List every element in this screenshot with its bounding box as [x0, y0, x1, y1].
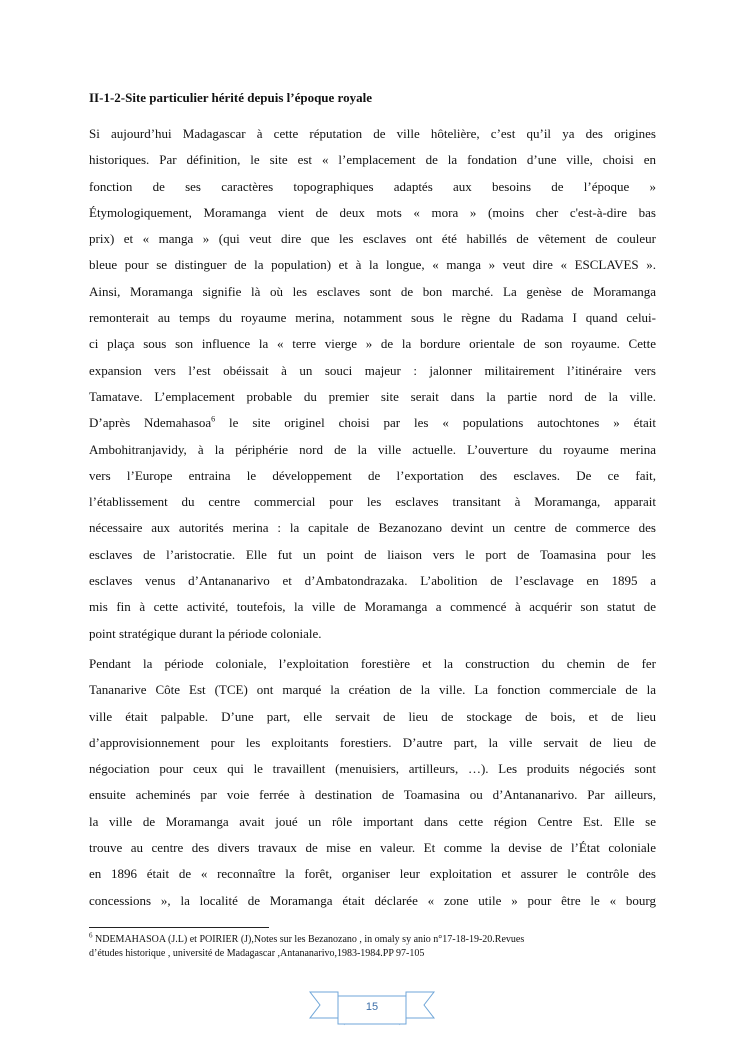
footnote-line-2: d’études historique , université de Madagascar ,Antananarivo,1983-1984.PP 97-105	[89, 948, 425, 959]
text-line: d’approvisionnement pour les exploitants forestiers. D’autre part, la ville servait de lieu de	[89, 734, 656, 750]
text-line: fonction de ses caractères topographiques adaptés aux besoins de l’époque »	[89, 178, 656, 194]
text-line: remonterait au temps du royaume merina, notamment sous le règne du Radama I quand celui-	[89, 310, 656, 326]
text-line: nécessaire aux autorités merina : la capitale de Bezanozano devint un centre de commerce des	[89, 520, 656, 536]
text-line: historiques. Par définition, le site est « l’emplacement de la fondation d’une ville, choisi en	[89, 152, 656, 168]
footnote-number: 6	[89, 931, 93, 940]
footnote-line-1: NDEMAHASOA (J.L) et POIRIER (J),Notes sur les Bezanozano , in omaly sy anio n°17-18-19-20.Revues	[92, 934, 525, 945]
text-line: esclaves venus d’Antananarivo et d’Ambatondrazaka. L’abolition de l’esclavage en 1895 a	[89, 573, 656, 589]
text-line: concessions », la localité de Moramanga était déclarée « zone utile » pour être le « bourg	[89, 892, 656, 908]
text-line: vers l’Europe entraina le développement de l’exportation des esclaves. De ce fait,	[89, 467, 656, 483]
text-line: Tananarive Côte Est (TCE) ont marqué la création de la ville. La fonction commerciale de la	[89, 682, 656, 698]
text-line: bleue pour se distinguer de la population) et à la longue, « manga » veut dire « ESCLAVES ».	[89, 257, 656, 273]
text-line: ville était palpable. D’une part, elle servait de lieu de stockage de bois, et de lieu	[89, 708, 656, 724]
text-line: Ainsi, Moramanga signifie là où les esclaves sont de bon marché. La genèse de Moramanga	[89, 283, 656, 299]
text-line-with-footnote-ref	[89, 410, 656, 436]
text-line: ensuite acheminés par voie ferrée à destination de Toamasina ou d’Antananarivo. Par ailleurs,	[89, 787, 656, 803]
text-line: point stratégique durant la période coloniale.	[89, 625, 322, 641]
paragraph-1	[89, 121, 656, 647]
page-number-ribbon	[308, 988, 436, 1028]
text-line: négociation pour ceux qui le travaillent (menuisiers, artilleurs, …). Les produits négociés sont	[89, 761, 656, 777]
text-line: mis fin à cette activité, toutefois, la ville de Moramanga a commencé à acquérir son statut de	[89, 599, 656, 615]
text-line: l’établissement du centre commercial pour les esclaves transitant à Moramanga, apparait	[89, 494, 656, 510]
footnote-reference: 6	[211, 414, 216, 424]
footnote-separator	[89, 927, 269, 928]
text-line: ci plaça sous son influence la « terre vierge » de la bordure orientale de son royaume. Cette	[89, 336, 656, 352]
text-fragment: D’après Ndemahasoa	[89, 415, 212, 431]
text-line: Étymologiquement, Moramanga vient de deux mots « mora » (moins cher c'est-à-dire bas	[89, 204, 656, 220]
text-line: trouve au centre des divers travaux de mise en valeur. Et comme la devise de l’État coloniale	[89, 840, 656, 856]
text-line: Tamatave. L’emplacement probable du premier site serait dans la partie nord de la ville.	[89, 388, 656, 404]
text-fragment: le site originel choisi par les « populations autochtones » était	[215, 415, 656, 431]
footnote	[89, 933, 659, 961]
text-line: Ambohitranjavidy, à la périphérie nord de la ville actuelle. L’ouverture du royaume merina	[89, 441, 656, 457]
text-line: esclaves de l’aristocratie. Elle fut un point de liaison vers le port de Toamasina pour les	[89, 546, 656, 562]
text-line: prix) et « manga » (qui veut dire que les esclaves ont été habillés de vêtement de couleur	[89, 231, 656, 247]
text-line: la ville de Moramanga avait joué un rôle important dans cette région Centre Est. Elle se	[89, 813, 656, 829]
text-line: Pendant la période coloniale, l’exploitation forestière et la construction du chemin de fer	[89, 656, 656, 671]
section-heading: II-1-2-Site particulier hérité depuis l’époque royale	[89, 90, 372, 105]
text-line: en 1896 était de « reconnaître la forêt, organiser leur exploitation et assurer le contrôle des	[89, 866, 656, 882]
text-line: expansion vers l’est obéissait à un souci majeur : jalonner militairement l’itinéraire vers	[89, 362, 656, 378]
page-number: 15	[365, 1001, 379, 1013]
text-line: Si aujourd’hui Madagascar à cette réputation de ville hôtelière, c’est qu’il ya des origines	[89, 126, 656, 141]
paragraph-2	[89, 651, 656, 914]
